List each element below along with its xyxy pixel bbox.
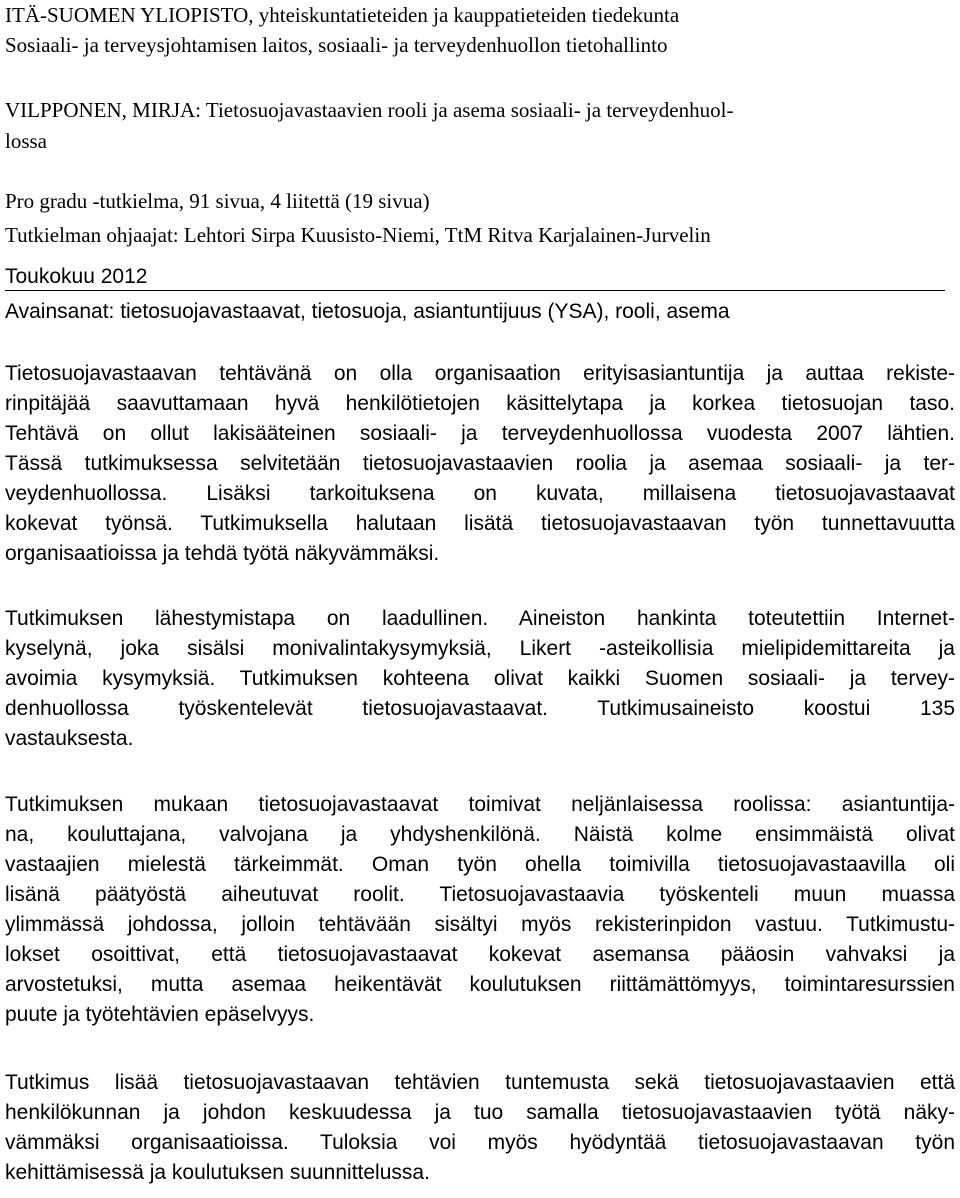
supervisors: Tutkielman ohjaajat: Lehtori Sirpa Kuusisto-Niemi, TtM Ritva Karjalainen-Jurvelin	[5, 223, 711, 247]
text-line: denhuollossa työskentelevät tietosuojavastaavat. Tutkimusaineisto koostui 135	[5, 697, 955, 720]
text-line: rinpitäjää saavuttamaan hyvä henkilötietojen käsittelytapa ja korkea tietosuojan taso.	[5, 392, 955, 415]
abstract-paragraph-1	[5, 359, 955, 569]
date-underline	[5, 290, 945, 291]
text-line: organisaatioissa ja tehdä työtä näkyvämmäksi.	[5, 542, 440, 565]
text-line: veydenhuollossa. Lisäksi tarkoituksena on kuvata, millaisena tietosuojavastaavat	[5, 482, 955, 505]
text-line: arvostetuksi, mutta asemaa heikentävät koulutuksen riittämättömyys, toimintaresurssien	[5, 973, 955, 996]
text-line: lisänä päätyöstä aiheutuvat roolit. Tietosuojavastaavia työskenteli muun muassa	[5, 883, 955, 906]
text-line: puute ja työtehtävien epäselvyys.	[5, 1003, 315, 1026]
text-line: vastauksesta.	[5, 727, 134, 750]
university-line: ITÄ-SUOMEN YLIOPISTO, yhteiskuntatieteiden ja kauppatieteiden tiedekunta	[5, 3, 680, 27]
text-line: kokevat työnsä. Tutkimuksella halutaan lisätä tietosuojavastaavan työn tunnettavuutta	[5, 512, 955, 535]
thesis-info: Pro gradu -tutkielma, 91 sivua, 4 liitettä (19 sivua)	[5, 189, 430, 213]
text-line: ylimmässä johdossa, jolloin tehtävään sisältyi myös rekisterinpidon vastuu. Tutkimustu-	[5, 913, 955, 936]
abstract-paragraph-2	[5, 604, 955, 754]
text-line: na, kouluttajana, valvojana ja yhdyshenkilönä. Näistä kolme ensimmäistä olivat	[5, 823, 955, 846]
text-line: Tässä tutkimuksessa selvitetään tietosuojavastaavien roolia ja asemaa sosiaali- ja ter-	[5, 452, 955, 475]
text-line: kehittämisessä ja koulutuksen suunnittelussa.	[5, 1161, 430, 1184]
department-line: Sosiaali- ja terveysjohtamisen laitos, sosiaali- ja terveydenhuollon tietohallinto	[5, 33, 668, 57]
text-line: Tutkimuksen mukaan tietosuojavastaavat toimivat neljänlaisessa roolissa: asiantuntija-	[5, 793, 955, 816]
text-line: kyselynä, joka sisälsi monivalintakysymyksiä, Likert -asteikollisia mielipidemittareita ja	[5, 637, 955, 660]
abstract-paragraph-4	[5, 1068, 955, 1188]
text-line: Tietosuojavastaavan tehtävänä on olla organisaation erityisasiantuntija ja auttaa rekiste-	[5, 362, 955, 385]
text-line: vastaajien mielestä tärkeimmät. Oman työn ohella toimivilla tietosuojavastaavilla oli	[5, 853, 955, 876]
date-line: Toukokuu 2012	[5, 265, 148, 288]
abstract-paragraph-3	[5, 790, 955, 1030]
text-line: vämmäksi organisaatioissa. Tuloksia voi myös hyödyntää tietosuojavastaavan työn	[5, 1131, 955, 1154]
thesis-title-line2: lossa	[5, 129, 47, 153]
text-line: lokset osoittivat, että tietosuojavastaavat kokevat asemansa pääosin vahvaksi ja	[5, 943, 955, 966]
text-line: avoimia kysymyksiä. Tutkimuksen kohteena olivat kaikki Suomen sosiaali- ja tervey-	[5, 667, 955, 690]
text-line: Tehtävä on ollut lakisääteinen sosiaali- ja terveydenhuollossa vuodesta 2007 lähtien.	[5, 422, 955, 445]
thesis-title-line1: VILPPONEN, MIRJA: Tietosuojavastaavien rooli ja asema sosiaali- ja terveydenhuol-	[5, 98, 734, 122]
text-line: Tutkimuksen lähestymistapa on laadullinen. Aineiston hankinta toteutettiin Internet-	[5, 607, 955, 630]
text-line: Tutkimus lisää tietosuojavastaavan tehtävien tuntemusta sekä tietosuojavastaavien että	[5, 1071, 955, 1094]
keywords-line: Avainsanat: tietosuojavastaavat, tietosuoja, asiantuntijuus (YSA), rooli, asema	[5, 300, 730, 323]
text-line: henkilökunnan ja johdon keskuudessa ja tuo samalla tietosuojavastaavien työtä näky-	[5, 1101, 955, 1124]
